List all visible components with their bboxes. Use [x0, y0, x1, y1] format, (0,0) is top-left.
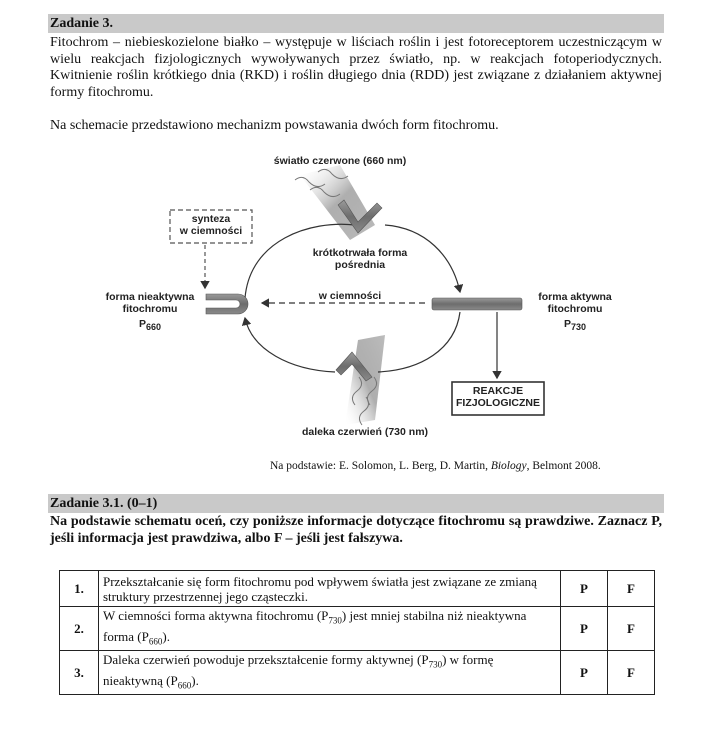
- table-row: [60, 571, 655, 607]
- true-false-table: [59, 570, 655, 695]
- false-option[interactable]: F: [608, 607, 655, 651]
- table-row: [60, 607, 655, 651]
- row-number: 3.: [60, 651, 99, 695]
- synthesis-label: [170, 213, 252, 237]
- intermediate-label: [290, 247, 430, 271]
- intermediate-label-line1: krótkotrwała forma: [312, 247, 408, 259]
- statement-text: Daleka czerwień powoduje przekształcenie formy aktywnej $(P_{730})$ w formę nieaktywną $(P_{660})$.: [99, 651, 561, 695]
- inactive-phytochrome-shape: [206, 294, 248, 314]
- task-3-title: Zadanie 3.: [50, 16, 114, 31]
- task-3-intro: Fitochrom – niebieskozielone białko – występuje w liściach roślin i jest fotoreceptorem uczestniczącym w wielu reakcjach fizjologicznych wywoływanych przez światło, np. w reakcjach fotoperiodycznych. Kwitnienie roślin krótkiego dnia (RKD) i roślin długiego dnia (RDD) jest związane z działaniem aktywnej formy fitochromu.: [50, 35, 662, 100]
- row-number: 1.: [60, 571, 99, 607]
- inactive-form-symbol: $P_{660}$: [138, 318, 162, 333]
- reactions-label: [452, 385, 544, 409]
- active-phytochrome-shape: [432, 298, 522, 310]
- synthesis-label-line2: w ciemności: [179, 225, 243, 237]
- red-light-label: światło czerwone (660 nm): [273, 155, 407, 167]
- darkness-label: w ciemności: [318, 290, 382, 302]
- true-option[interactable]: P: [561, 651, 608, 695]
- statement-text: Przekształcanie się form fitochromu pod wpływem światła jest związane ze zmianą struktury przestrzennej jego cząsteczki.: [99, 571, 561, 607]
- inactive-form-line1: forma nieaktywna: [105, 291, 195, 303]
- task-3-1-header: [48, 494, 664, 513]
- true-option[interactable]: P: [561, 571, 608, 607]
- schema-intro: Na schemacie przedstawiono mechanizm powstawania dwóch form fitochromu.: [50, 118, 499, 133]
- active-form-label: [520, 291, 630, 333]
- reactions-line1: REAKCJE: [472, 385, 524, 397]
- source-citation: Na podstawie: E. Solomon, L. Berg, D. Martin, Biology, Belmont 2008.: [270, 460, 601, 472]
- inactive-form-line2: fitochromu: [122, 303, 178, 315]
- active-form-line1: forma aktywna: [538, 291, 612, 303]
- synthesis-label-line1: synteza: [191, 213, 231, 225]
- false-option[interactable]: F: [608, 651, 655, 695]
- intermediate-label-line2: pośrednia: [334, 259, 386, 271]
- task-3-1-title: Zadanie 3.1. (0–1): [50, 496, 158, 511]
- inactive-form-label: [95, 291, 205, 333]
- false-option[interactable]: F: [608, 571, 655, 607]
- true-option[interactable]: P: [561, 607, 608, 651]
- far-red-label: daleka czerwień (730 nm): [301, 426, 429, 438]
- active-form-symbol: $P_{730}$: [563, 318, 587, 333]
- row-number: 2.: [60, 607, 99, 651]
- task-3-header: [48, 14, 664, 33]
- table-row: [60, 651, 655, 695]
- cycle-arc-bottom-right: [378, 312, 460, 372]
- active-form-line2: fitochromu: [547, 303, 603, 315]
- statement-text: W ciemności forma aktywna fitochromu $(P_{730})$ jest mniej stabilna niż nieaktywna forma $(P_{660})$.: [99, 607, 561, 651]
- reactions-line2: FIZJOLOGICZNE: [456, 397, 540, 409]
- cycle-arc-bottom-left: [245, 318, 335, 372]
- task-3-1-instruction: Na podstawie schematu oceń, czy poniższe informacje dotyczące fitochromu są prawdziwe. Zaznacz P, jeśli informacja jest prawdziwa, albo F – jeśli jest fałszywa.: [50, 514, 662, 546]
